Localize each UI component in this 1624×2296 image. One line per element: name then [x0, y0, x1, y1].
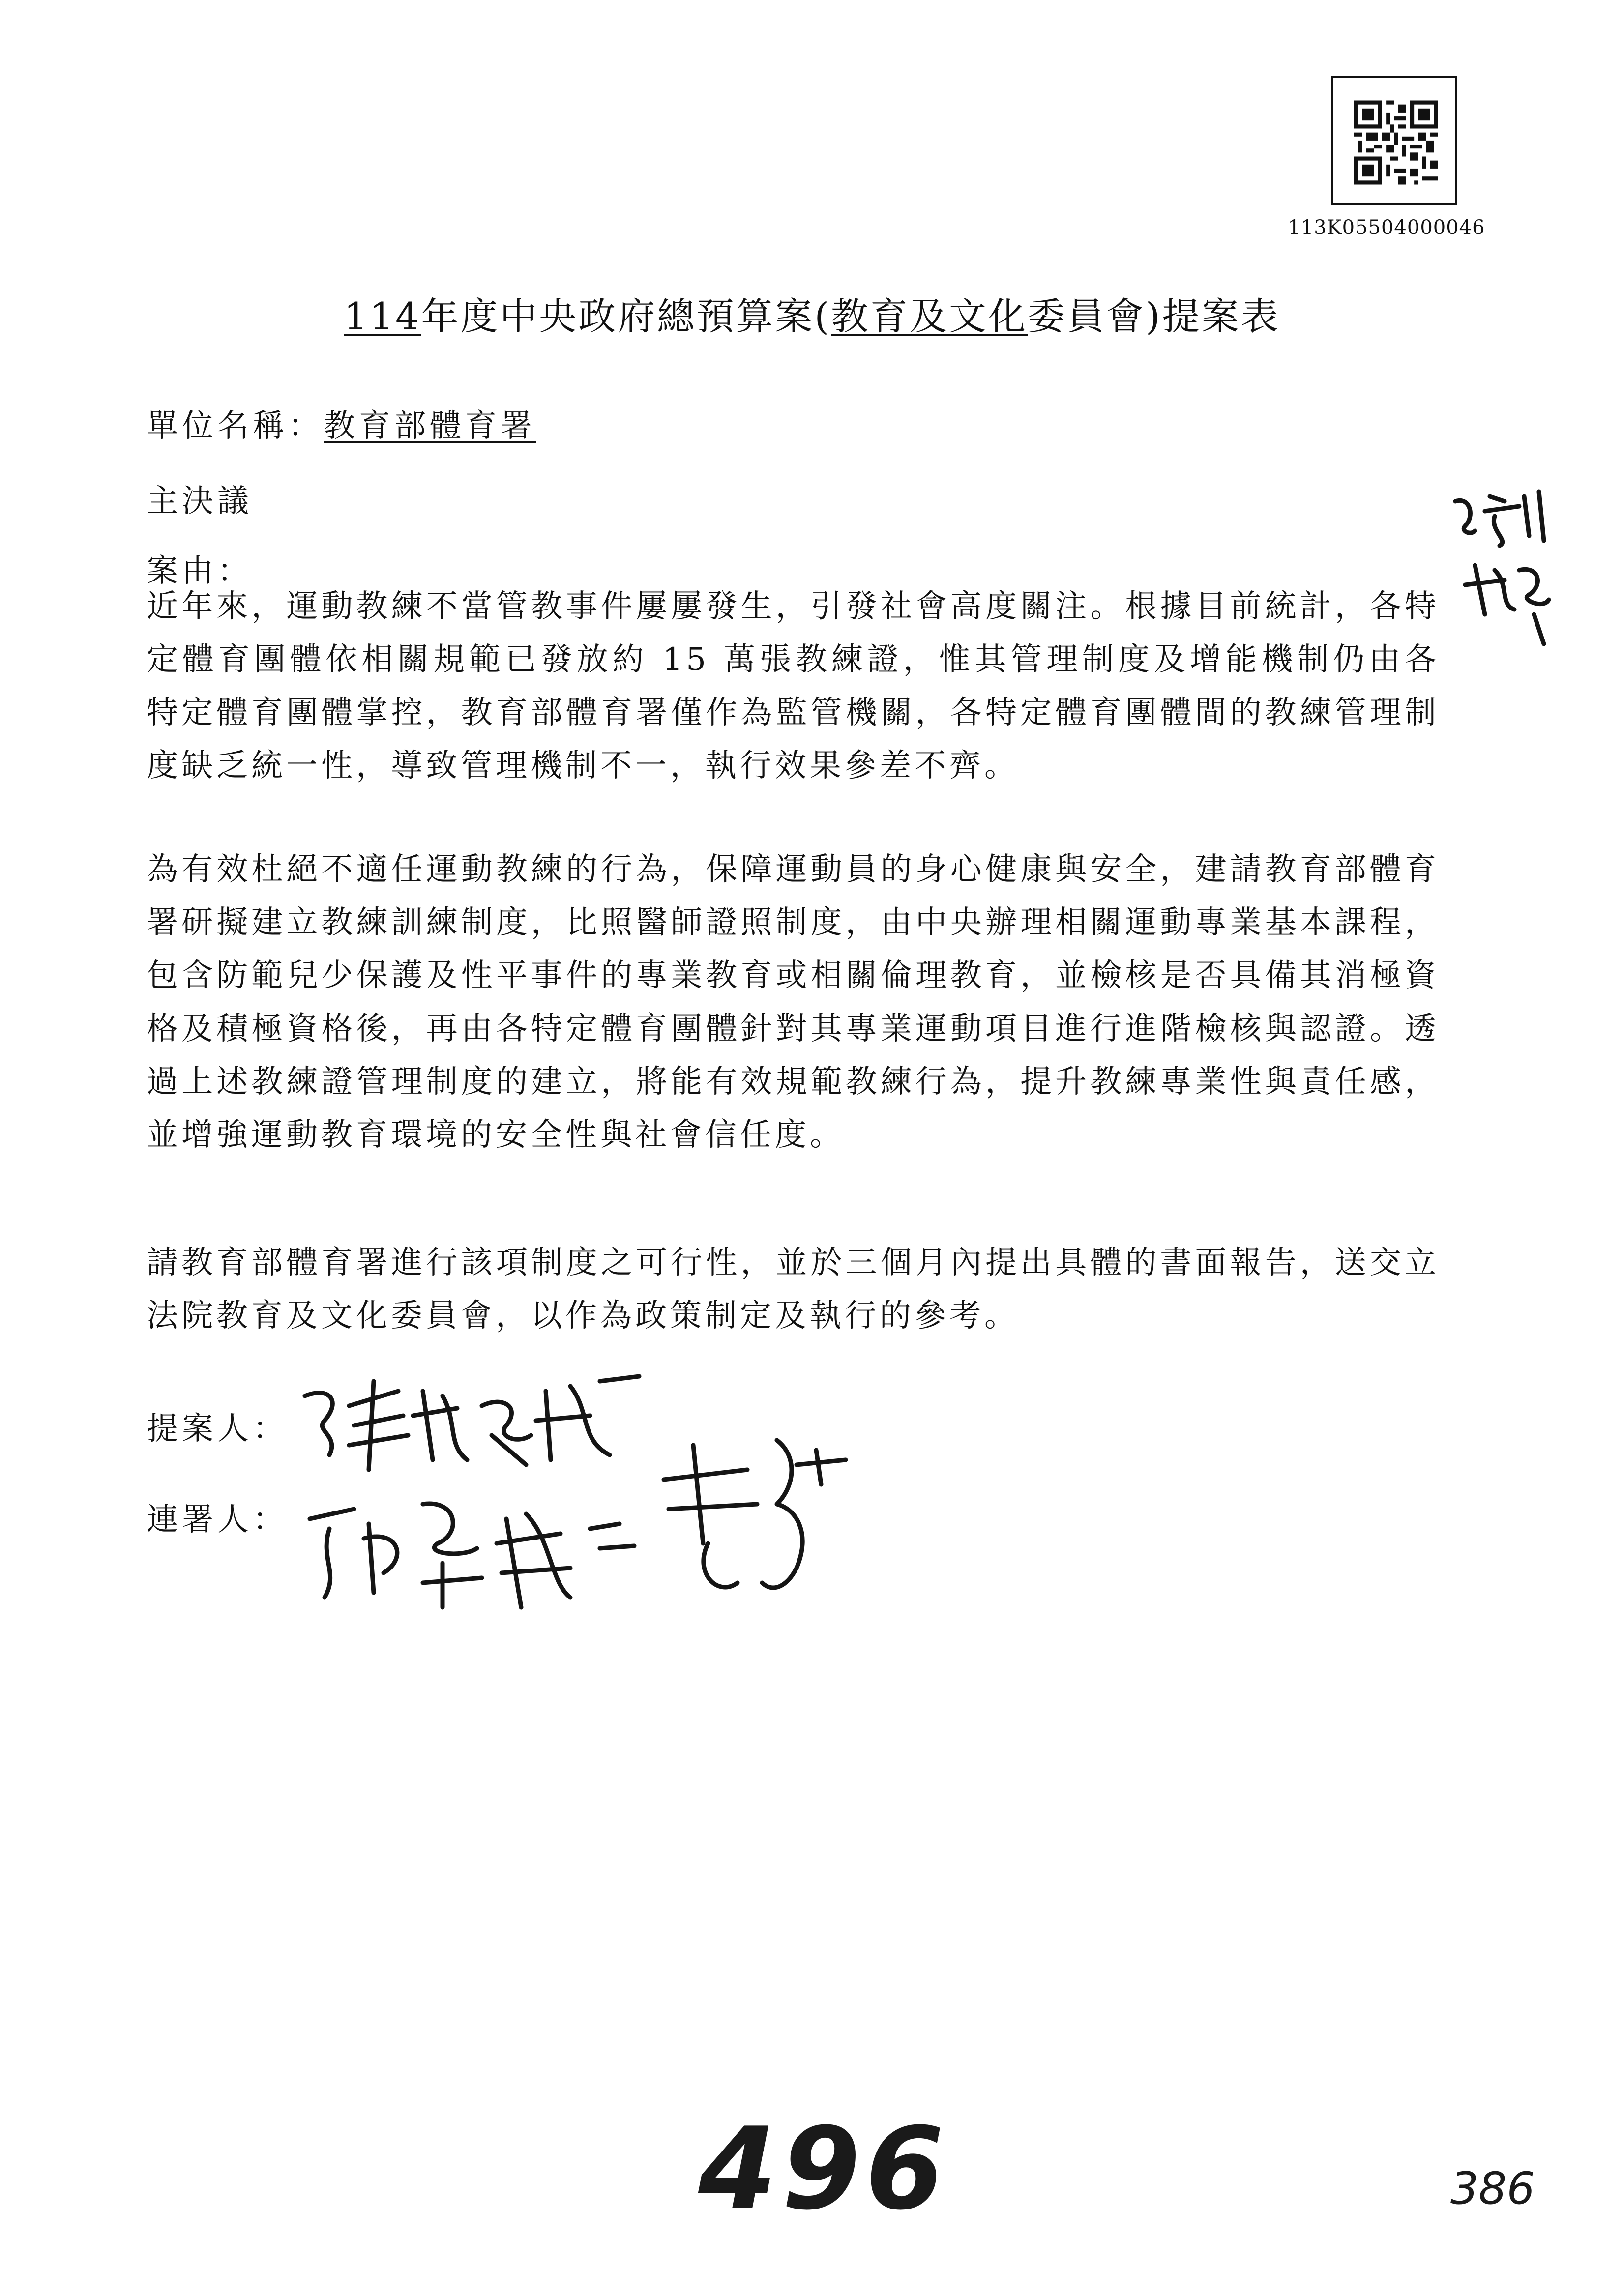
title-part1: 年度中央政府總預算案(	[421, 294, 831, 338]
qr-code-icon	[1354, 98, 1438, 187]
case-paragraph-3: 請教育部體育署進行該項制度之可行性，並於三個月內提出具體的書面報告，送交立法院教育及文化委員會，以作為政策制定及執行的參考。	[147, 1245, 1440, 1334]
handwritten-page-number: 496	[698, 2104, 949, 2235]
case-paragraph-1: 近年來，運動教練不當管教事件屢屢發生，引發社會高度關注。根據目前統計，各特定體育團體依相關規範已發放約 15 萬張教練證，惟其管理制度及增能機制仍由各特定體育團體掌控，教育部體育署僅作為監管機關，各特定體育團體間的教練管理制度缺乏統一性，導致管理機制不一，執行效果參差不齊。	[147, 588, 1440, 784]
cosigner-label: 連署人：	[147, 1502, 288, 1538]
document-code: 113K05504000046	[1288, 216, 1485, 239]
margin-note	[1446, 487, 1583, 683]
page-title	[0, 287, 1624, 340]
title-committee: 教育及文化	[831, 294, 1028, 338]
corner-page-number: 386	[1450, 2163, 1535, 2214]
resolution-type: 主決議	[147, 483, 253, 520]
cosigner-signature-1	[295, 1475, 649, 1622]
case-paragraph-2: 為有效杜絕不適任運動教練的行為，保障運動員的身心健康與安全，建請教育部體育署研擬建立教練訓練制度，比照醫師證照制度，由中央辦理相關運動專業基本課程，包含防範兒少保護及性平事件的專業教育或相關倫理教育，並檢核是否具備其消極資格及積極資格後，再由各特定體育團體針對其專業運動項目進行進階檢核與認證。透過上述教練證管理制度的建立，將能有效規範教練行為，提升教練專業性與責任感，並增強運動教育環境的安全性與社會信任度。	[147, 851, 1440, 1153]
title-year: 114	[344, 294, 421, 338]
proposer-label: 提案人：	[147, 1411, 288, 1447]
unit-label: 單位名稱：	[147, 408, 324, 444]
proposer-signature	[295, 1362, 649, 1480]
qr-code-box	[1331, 76, 1457, 205]
cosigner-signature-2	[649, 1425, 875, 1622]
case-label: 案由：	[147, 553, 253, 589]
unit-line	[147, 401, 536, 446]
title-part2: 委員會)提案表	[1028, 294, 1280, 338]
unit-value: 教育部體育署	[324, 408, 536, 444]
